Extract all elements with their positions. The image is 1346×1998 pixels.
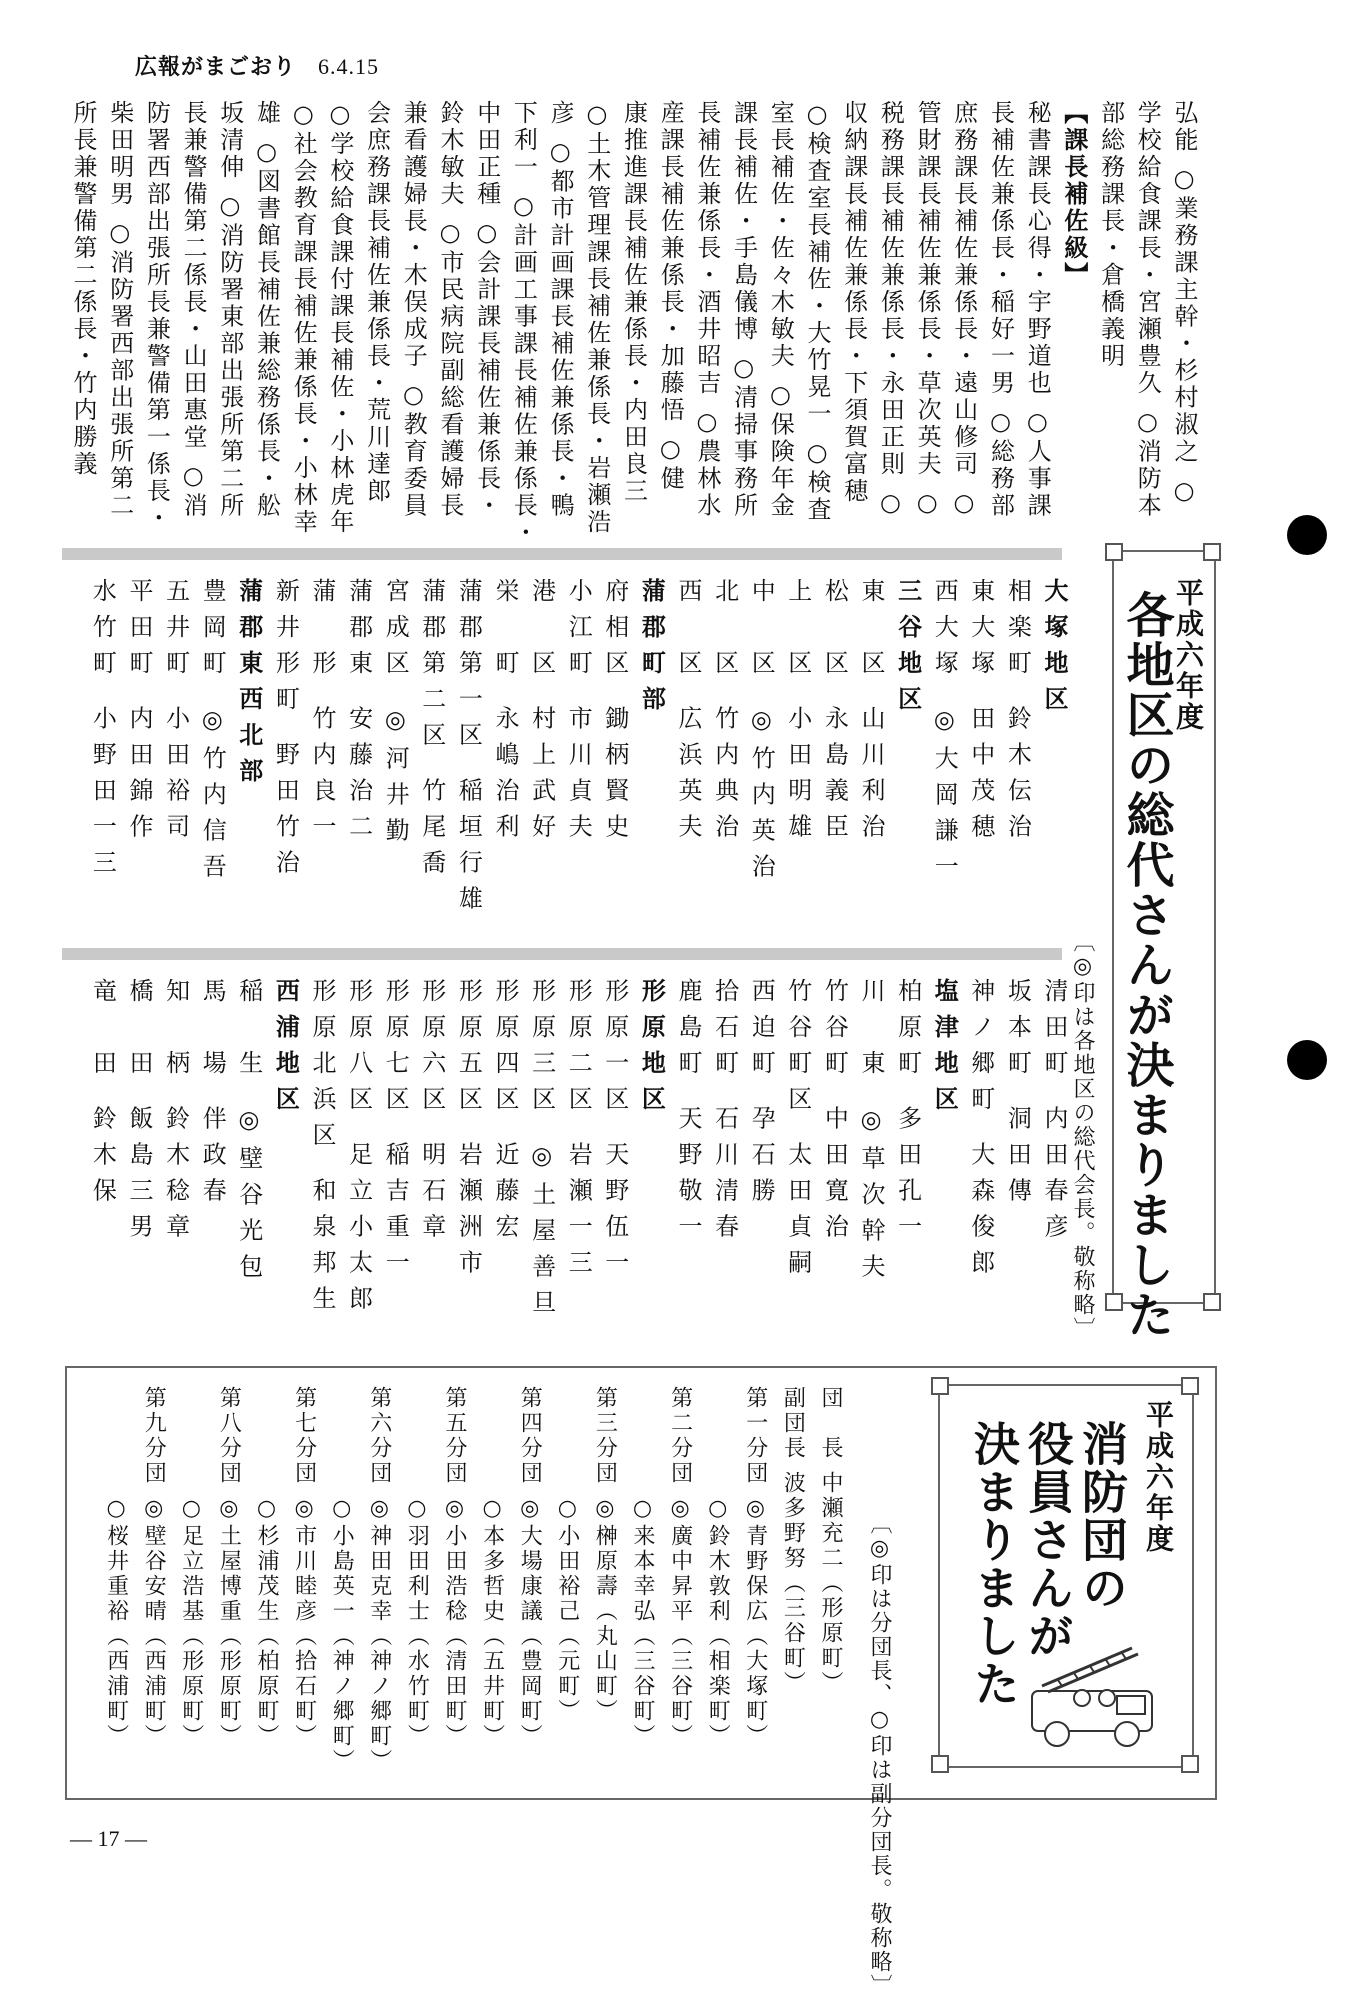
- roster-entry: 第三分団 ◎榊原壽（丸山町）: [592, 1386, 618, 1724]
- district-entry: 神ノ郷町 大森俊郎: [966, 978, 995, 1286]
- appointment-line: 中田正種 ○会計課長補佐兼係長・: [472, 100, 501, 520]
- appointment-line: 弘能 ○業務課主幹・杉村淑之 ○: [1170, 100, 1198, 508]
- shobodan-title-line: 消防団の: [1075, 1420, 1129, 1612]
- page-number: — 17 —: [70, 1826, 147, 1851]
- district-entry: 坂本町 洞田傳: [1003, 978, 1032, 1214]
- roster-entry: 第九分団 ◎壁谷安晴（西浦町）: [141, 1386, 167, 1749]
- roster-entry: 第二分団 ◎廣中昇平（三谷町）: [667, 1386, 693, 1749]
- district-entry: 蒲郡第一区 稲垣行雄: [454, 578, 483, 922]
- district-entry: 鹿島町 天野敬一: [674, 978, 702, 1250]
- district-entry: 馬 場 伴政春: [198, 978, 227, 1214]
- district-heading: 塩津地区: [930, 978, 959, 1122]
- appointment-line: 産課長補佐兼係長・加藤悟 ○健: [656, 100, 685, 493]
- district-heading: 蒲郡東西北部: [234, 578, 263, 794]
- appointment-line: 部総務課長・倉橋義明: [1096, 100, 1125, 370]
- district-entry: 中 区 ◎竹内英治: [747, 578, 776, 890]
- roster-entry: 副団長 波多野努（三谷町）: [780, 1386, 806, 1696]
- appointment-line: 税務課長補佐兼係長・永田正則 ○: [876, 100, 905, 520]
- newsletter-title: 広報がまごおり: [135, 55, 297, 80]
- appointment-line: 雄 ○図書館長補佐兼総務係長・舩: [252, 100, 281, 520]
- corner-mark: [1203, 1293, 1221, 1311]
- appointment-line: 長補佐兼係長・稲好一男 ○総務部: [986, 100, 1015, 520]
- appointment-line: ○学校給食課付課長補佐・小林虎年: [325, 100, 354, 536]
- corner-mark: [1105, 543, 1123, 561]
- district-entry: 形原北浜区 和泉邦生: [308, 978, 336, 1322]
- district-entry: 松 区 永島義臣: [820, 578, 849, 850]
- shobodan-title-small: 平成六年度: [1142, 1400, 1175, 1555]
- appointment-line: 長補佐兼係長・酒井昭吉 ○農林水: [692, 100, 721, 520]
- district-entry: 拾石町 石川清春: [710, 978, 739, 1250]
- appointment-line: 防署西部出張所長兼警備第一係長・: [142, 100, 171, 532]
- district-entry: 形原六区 明石章: [417, 978, 446, 1250]
- roster-entry: ○鈴木敦利（相楽町）: [705, 1386, 731, 1749]
- appointment-line: 学校給食課長・宮瀬豊久 ○消防本: [1133, 100, 1162, 520]
- appointment-line: 下利一 ○計画工事課長補佐兼係長・: [509, 100, 538, 547]
- newsletter-header: [135, 50, 379, 81]
- district-heading: 形原地区: [637, 978, 666, 1122]
- roster-entry: ○小田裕己（元町）: [554, 1386, 580, 1724]
- appointment-line: ○検査室長補佐・大竹晃一 ○検査: [803, 100, 831, 524]
- roster-entry: 第一分団 ◎青野保広（大塚町）: [742, 1386, 768, 1749]
- sodai-title-small: 平成六年度: [1172, 578, 1205, 733]
- district-entry: 橋 田 飯島三男: [125, 978, 153, 1250]
- appointment-line: 柴田明男 ○消防署西部出張所第二: [105, 100, 134, 520]
- roster-entry: ○桜井重裕（西浦町）: [103, 1386, 129, 1749]
- district-entry: 西大塚 ◎大岡謙一: [930, 578, 959, 890]
- district-entry: 水竹町 小野田一三: [88, 578, 117, 886]
- district-entry: 柏原町 多田孔一: [893, 978, 922, 1250]
- appointment-line: ○土木管理課長補佐兼係長・岩瀬浩: [582, 100, 611, 536]
- district-entry: 平田町 内田錦作: [125, 578, 153, 850]
- district-entry: 形原七区 稲吉重一: [381, 978, 410, 1286]
- section-divider-upper: [62, 548, 1062, 560]
- roster-entry: ○来本幸弘（三谷町）: [630, 1386, 655, 1749]
- district-entry: 形原五区 岩瀬洲市: [454, 978, 483, 1286]
- corner-mark: [931, 1377, 949, 1395]
- appointment-line: ○社会教育課長補佐兼係長・小林幸: [289, 100, 318, 536]
- roster-entry: 団 長 中瀬充二（形原町）: [818, 1386, 843, 1696]
- district-entry: 西 区 広浜英夫: [674, 578, 702, 850]
- appointment-line: 鈴木敏夫 ○市民病院副総看護婦長: [436, 100, 464, 520]
- district-heading: 三谷地区: [893, 578, 922, 722]
- district-entry: 竹谷町 中田寛治: [820, 978, 849, 1250]
- district-entry: 相楽町 鈴木伝治: [1003, 578, 1032, 850]
- district-entry: 形原四区 近藤宏: [491, 978, 519, 1250]
- appointment-line: 課長補佐・手島儀博 ○清掃事務所: [729, 100, 758, 520]
- district-entry: 西迫町 孕石勝: [747, 978, 776, 1214]
- district-entry: 形原八区 足立小太郎: [344, 978, 373, 1322]
- district-heading: 蒲郡町部: [637, 578, 666, 722]
- sodai-note: 〔◎印は各地区の総代会長。敬称略〕: [1070, 930, 1095, 1341]
- roster-entry: ○杉浦茂生（柏原町）: [254, 1386, 279, 1749]
- appointment-line: 秘書課長心得・宇野道也 ○人事課: [1023, 100, 1052, 520]
- corner-mark: [931, 1755, 949, 1773]
- appointment-line: 庶務課長補佐兼係長・遠山修司 ○: [949, 100, 978, 520]
- district-entry: 知 柄 鈴木稔章: [161, 978, 190, 1250]
- shobodan-title-line: 役員さんが: [1021, 1420, 1075, 1660]
- roster-entry: ○羽田利士（水竹町）: [404, 1386, 430, 1749]
- district-entry: 形原三区 ◎土屋善旦: [527, 978, 556, 1326]
- roster-entry: ○足立浩基（形原町）: [178, 1386, 204, 1749]
- district-entry: 川 東 ◎草次幹夫: [857, 978, 885, 1290]
- district-entry: 豊岡町 ◎竹内信吾: [198, 578, 227, 890]
- district-entry: 新井形町 野田竹治: [271, 578, 300, 886]
- appointment-line: 収納課長補佐兼係長・下須賀富穂: [839, 100, 868, 505]
- district-heading: 大塚地区: [1040, 578, 1068, 722]
- district-entry: 小江町 市川貞夫: [564, 578, 593, 850]
- district-entry: 竹谷町区 太田貞嗣: [783, 978, 812, 1286]
- roster-entry: ○小島英一（神ノ郷町）: [329, 1386, 355, 1774]
- corner-mark: [1203, 543, 1221, 561]
- appointment-line: 室長補佐・佐々木敏夫 ○保険年金: [766, 100, 795, 520]
- punch-hole-bottom: [1287, 1040, 1327, 1080]
- district-entry: 蒲郡東 安藤治二: [344, 578, 373, 850]
- corner-mark: [1181, 1755, 1199, 1773]
- district-entry: 五井町 小田裕司: [161, 578, 190, 850]
- fire-truck-illustration: [1022, 1636, 1162, 1756]
- district-entry: 蒲 形 竹内良一: [308, 578, 336, 850]
- district-entry: 形原一区 天野伍一: [600, 978, 629, 1286]
- appointment-line: 兼看護婦長・木俣成子 ○教育委員: [399, 100, 428, 520]
- appointment-line: 管財課長補佐兼係長・草次英夫 ○: [913, 100, 942, 520]
- shobodan-note: 〔◎印は分団長、○印は副分団長。敬称略〕: [867, 1512, 892, 1998]
- appointment-line: 会庶務課長補佐兼係長・荒川達郎: [362, 100, 391, 505]
- appointment-line: 所長兼警備第二係長・竹内勝義: [69, 100, 97, 478]
- sodai-title: 各地区の総代さんが決まりました: [1118, 590, 1174, 1340]
- appointment-line: 長兼警備第二係長・山田惠堂 ○消: [179, 100, 208, 520]
- district-entry: 蒲郡第二区 竹尾喬: [417, 578, 446, 886]
- district-entry: 東大塚 田中茂穂: [966, 578, 995, 850]
- roster-entry: 第六分団 ◎神田克幸（神ノ郷町）: [366, 1386, 392, 1774]
- district-entry: 清田町 内田春彦: [1040, 978, 1068, 1250]
- district-entry: 稲 生 ◎壁谷光包: [234, 978, 263, 1290]
- district-entry: 形原二区 岩瀬一三: [564, 978, 593, 1286]
- shobodan-title-line: 決まりました: [967, 1420, 1021, 1708]
- punch-hole-top: [1287, 515, 1327, 555]
- appointment-line: 坂清伸 ○消防署東部出張所第二所: [215, 100, 244, 520]
- district-entry: 港 区 村上武好: [527, 578, 556, 850]
- section-heading: 【課長補佐級】: [1059, 100, 1088, 289]
- district-heading: 西浦地区: [271, 978, 300, 1122]
- roster-entry: 第八分団 ◎土屋博重（形原町）: [216, 1386, 242, 1749]
- roster-entry: 第四分団 ◎大場康議（豊岡町）: [517, 1386, 543, 1749]
- district-entry: 上 区 小田明雄: [783, 578, 812, 850]
- district-entry: 竜 田 鈴木保: [88, 978, 117, 1214]
- roster-entry: 第七分団 ◎市川睦彦（拾石町）: [291, 1386, 317, 1749]
- district-entry: 栄 町 永嶋治利: [491, 578, 519, 850]
- appointment-line: 彦 ○都市計画課長補佐兼係長・鴨: [546, 100, 575, 520]
- section-divider-middle: [62, 948, 1062, 960]
- appointment-line: 康推進課長補佐兼係長・内田良三: [619, 100, 648, 505]
- roster-entry: 第五分団 ◎小田浩稔（清田町）: [442, 1386, 467, 1749]
- district-entry: 東 区 山川利治: [857, 578, 885, 850]
- district-entry: 宮成区 ◎河井勤: [381, 578, 410, 854]
- issue-date: 6.4.15: [318, 54, 380, 79]
- corner-mark: [1181, 1377, 1199, 1395]
- district-entry: 府相区 鋤柄賢史: [600, 578, 629, 850]
- district-entry: 北 区 竹内典治: [710, 578, 739, 850]
- roster-entry: ○本多哲史（五井町）: [479, 1386, 505, 1749]
